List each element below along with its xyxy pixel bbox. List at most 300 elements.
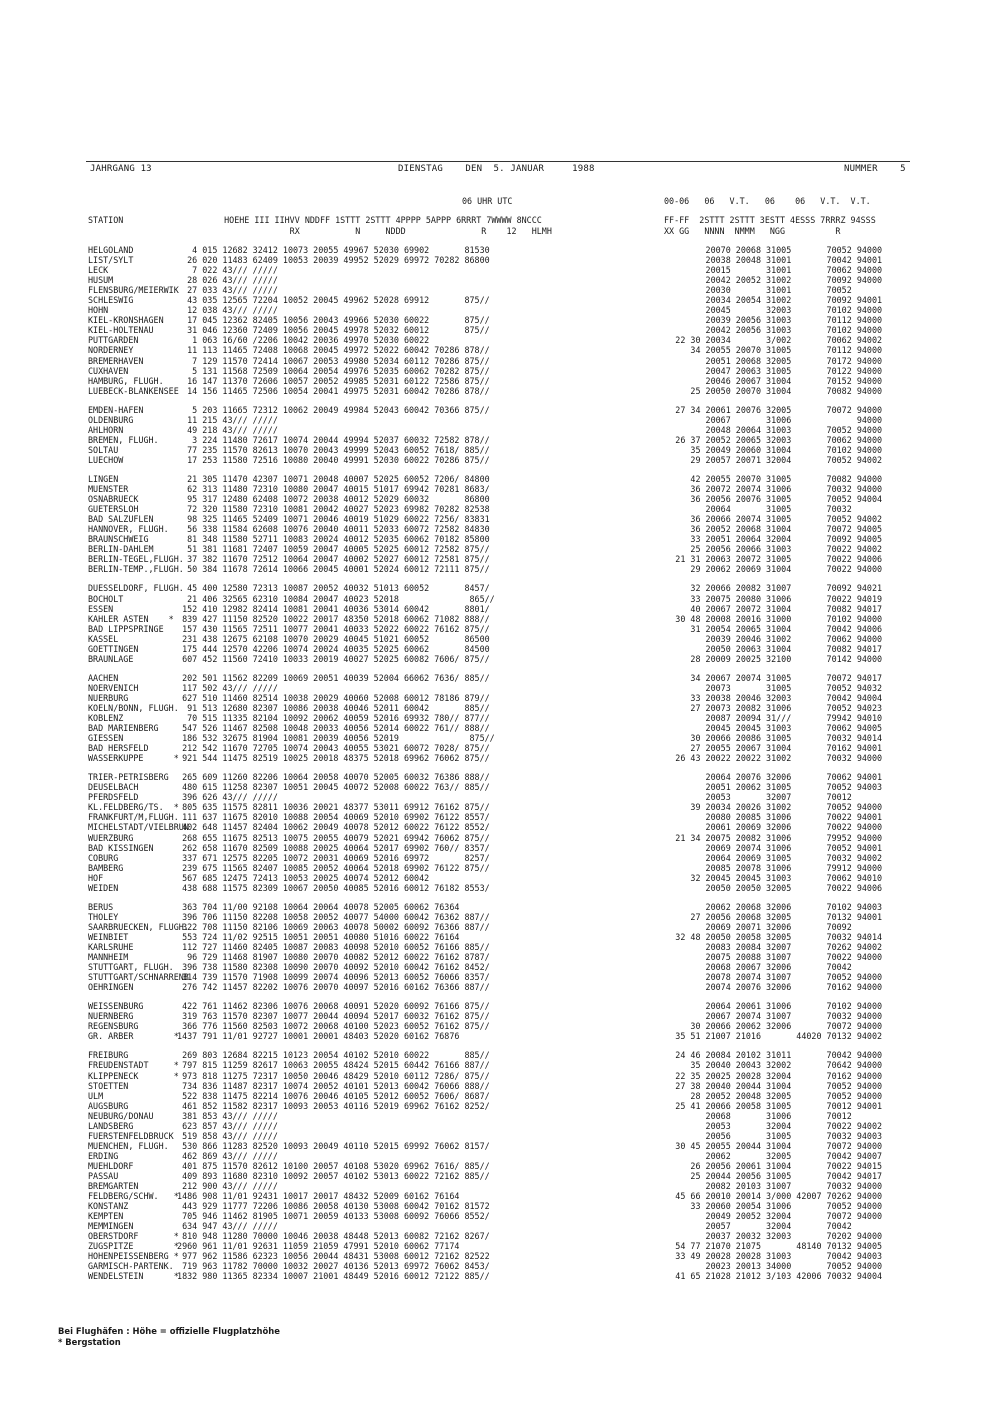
summary-row: 27 20055 20067 31004 70162 94001 (640, 743, 883, 754)
summary-row: 27 34 20061 20076 32005 70072 94000 (640, 404, 883, 415)
synop-row: 553 724 11/02 92515 10051 20051 40080 51016 60022 76164 (172, 931, 460, 942)
station-name: BREMERHAVEN (88, 355, 144, 366)
summary-row: 20064 20076 32006 70062 94001 (640, 772, 883, 783)
station-name: MICHELSTADT/VIELBRUN (88, 822, 189, 833)
synop-row: 1437 791 11/01 92727 10001 20001 48403 52020 60162 76876 (172, 1031, 460, 1042)
summary-row: 20083 20084 32007 70262 94002 (640, 942, 883, 952)
synop-row: 480 615 11258 82307 10051 20045 40072 52008 60022 763// 885// (172, 782, 490, 793)
group-spacer (640, 465, 882, 474)
synop-row: 95 317 12480 62408 10072 20038 40012 52029 60032 86800 (172, 494, 490, 505)
synop-row: 977 962 11586 62323 10056 20044 48431 53008 60012 72162 82522 (172, 1251, 490, 1262)
station-name: KOELN/BONN, FLUGH. (88, 702, 179, 713)
right-column-header-2: XX GG NNNN NMMM NGG R (664, 226, 841, 236)
station-name: BAD HERSFELD (88, 743, 149, 754)
summary-row: 42 20055 20070 31005 70082 94000 (640, 473, 883, 484)
summary-row: 25 41 20066 20058 31005 70012 94001 (640, 1100, 883, 1111)
header-rule (86, 161, 910, 162)
synop-row: 363 704 11/00 92108 10064 20064 40078 52005 60062 76364 (172, 901, 460, 912)
station-name: MUEHLDORF (88, 1160, 134, 1171)
synop-row: 567 685 12475 72413 10053 20025 40074 52012 60042 (172, 872, 430, 883)
station-name: MANNHEIM (88, 952, 129, 963)
synop-row: 17 253 11580 72516 10080 20040 49991 52030 60022 70286 875// (172, 454, 490, 465)
synop-row: 11 113 11465 72408 10068 20045 49972 52022 60042 70286 878// (172, 345, 490, 356)
synop-row: 401 875 11570 82612 10100 20057 40108 53020 69962 7616/ 885// (172, 1160, 490, 1171)
synop-row: 5 203 11665 72312 10062 20049 49984 52043 60042 70366 875// (172, 404, 490, 415)
station-name: PFERDSFELD (88, 792, 139, 803)
group-spacer (640, 664, 882, 673)
synop-row: 3 224 11480 72617 10074 20044 49994 52037 60032 72582 878// (172, 434, 490, 445)
station-name: BERLIN-DAHLEM (88, 544, 154, 555)
synop-row: 607 452 11560 72410 10033 20019 40027 52025 60082 7606/ 875// (172, 653, 490, 664)
station-name: HAMBURG, FLUGH. (88, 375, 164, 386)
synop-row: 322 708 11150 82106 10069 20063 40078 50002 60092 76366 887// (172, 921, 490, 932)
group-spacer (172, 396, 495, 405)
synop-row: 366 776 11560 82503 10072 20068 40100 52023 60052 76162 875// (172, 1021, 490, 1032)
station-name: WUERZBURG (88, 832, 134, 843)
synop-row: 186 532 32675 81904 10081 20039 40056 52019 875// (172, 733, 495, 744)
summary-row: 20087 20094 31/// 79942 94010 (640, 713, 883, 724)
synop-row: 519 858 43/// ///// (172, 1130, 278, 1141)
synop-row: 4 015 12682 32412 10073 20055 49967 52030 69902 81530 (172, 245, 490, 255)
synop-row: 72 320 11580 72310 10081 20042 40027 52023 69982 70282 82538 (172, 504, 490, 515)
station-name: FRANKFURT/M,FLUGH. (88, 812, 179, 823)
summary-row: 20064 20069 31005 70032 94002 (640, 852, 883, 863)
summary-row: 20067 20074 31007 70032 94000 (640, 1011, 883, 1022)
synop-row: 443 929 11777 72206 10086 20058 40130 53008 60042 70162 81572 (172, 1201, 490, 1212)
station-name: BREMEN, FLUGH. (88, 434, 159, 445)
right-column-header-0: 00-06 06 V.T. 06 06 V.T. V.T. (664, 196, 871, 206)
station-name: KIEL-KRONSHAGEN (88, 315, 164, 326)
synop-row: 16 147 11370 72606 10057 20052 49985 52031 60122 72586 875// (172, 375, 490, 386)
station-name: BAD KISSINGEN (88, 842, 154, 853)
synop-row: 797 815 11259 82617 10063 20055 48424 52015 60442 76166 887// (172, 1060, 490, 1071)
summary-row: 33 20075 20080 31006 70022 94019 (640, 593, 883, 604)
station-name: NOERVENICH (88, 682, 139, 693)
summary-row: 36 20072 20074 31006 70032 94000 (640, 484, 883, 495)
summary-row: 35 20049 20060 31004 70102 94000 (640, 444, 883, 455)
synop-row: 396 626 43/// ///// (172, 792, 278, 803)
summary-row: 45 66 20010 20014 3/000 42007 70262 94000 (640, 1191, 883, 1202)
synop-row: 98 325 11465 52409 10071 20046 40019 51029 60022 7256/ 83831 (172, 514, 490, 525)
summary-row: 32 20045 20045 31003 70062 94010 (640, 872, 883, 883)
synop-row: 839 427 11150 82520 10022 20017 48350 52018 60062 71082 888// (172, 613, 490, 624)
summary-row: 20080 20085 31006 70022 94001 (640, 812, 883, 823)
station-name: BOCHOLT (88, 593, 124, 604)
summary-row: 39 20034 20026 31002 70052 94000 (640, 802, 883, 813)
main-column-header-2: RX N NDDD R 12 HLMH (88, 226, 552, 236)
station-name: OBERSTDORF * (88, 1231, 179, 1242)
station-name: AUGSBURG (88, 1100, 129, 1111)
synop-data-column (172, 245, 495, 1282)
summary-row: 20062 32005 70042 94007 (640, 1150, 883, 1161)
station-name: KL.FELDBERG/TS. * (88, 802, 179, 813)
main-column-header-1: STATION HOEHE III IIHVV NDDFF 1STTT 2STTT 4PPPP 5APPP 6RRRT 7WWWW 8NCCC (88, 215, 542, 225)
synop-row: 70 515 11335 82104 10092 20062 40059 52016 69932 780// 877// (172, 713, 490, 724)
synop-row: 422 761 11462 82306 10076 20068 40091 52020 60092 76166 875// (172, 1001, 490, 1012)
summary-row: 33 20051 20064 32004 70092 94005 (640, 534, 883, 545)
station-name: KAHLER ASTEN * (88, 613, 174, 624)
synop-row: 719 963 11782 70000 10032 20027 40136 52013 69972 76062 8453/ (172, 1261, 490, 1272)
summary-row: 29 20057 20071 32004 70052 94002 (640, 454, 883, 465)
synop-row: 409 893 11680 82310 10092 20057 40102 53013 60022 72162 885// (172, 1170, 490, 1181)
synop-row: 21 406 32565 62310 10084 20047 40023 52018 865// (172, 593, 495, 604)
summary-row: 20074 20076 32006 70162 94000 (640, 982, 883, 993)
synop-row: 461 852 11582 82317 10093 20053 40116 52019 69962 76162 8252/ (172, 1100, 490, 1111)
synop-row: 1486 908 11/01 92431 10017 20017 48432 52009 60162 76164 (172, 1191, 460, 1202)
synop-row: 319 763 11570 82307 10077 20044 40094 52017 60032 76162 875// (172, 1011, 490, 1022)
station-name: KIEL-HOLTENAU (88, 325, 154, 336)
synop-row: 26 020 11483 62409 10053 20039 49952 52029 69972 70282 86800 (172, 255, 490, 266)
synop-row: 175 444 12570 42206 10074 20024 40035 52025 60062 84500 (172, 643, 490, 654)
synop-row: 314 739 11570 71908 10099 20074 40096 52013 60052 76066 8357/ (172, 972, 490, 983)
summary-row: 20050 20050 32005 70022 94006 (640, 882, 883, 893)
group-spacer (172, 1041, 495, 1050)
station-name: BAD SALZUFLEN (88, 514, 154, 525)
synop-row: 37 382 11670 72512 10064 20047 40002 52027 60012 72581 875// (172, 554, 490, 565)
summary-row: 20047 20063 31005 70122 94000 (640, 365, 883, 376)
synop-row: 265 609 11260 82206 10064 20058 40070 52005 60032 76386 888// (172, 772, 490, 783)
synop-row: 212 542 11670 72705 10074 20043 40055 53021 60072 7028/ 875// (172, 743, 490, 754)
station-name: HOHN (88, 305, 109, 316)
obs-time-title: 06 UHR UTC (462, 196, 513, 206)
station-name: AACHEN (88, 672, 119, 683)
summary-row: 20069 20071 32006 70092 (640, 921, 852, 932)
station-name: STUTTGART, FLUGH. (88, 962, 174, 973)
summary-row: 20049 20052 32004 70072 94000 (640, 1211, 883, 1222)
summary-row: 20085 20078 31006 79912 94000 (640, 862, 883, 873)
station-name: KARLSRUHE (88, 942, 134, 952)
station-name: LECK (88, 265, 109, 276)
summary-row: 25 20044 20056 31005 70042 94017 (640, 1170, 883, 1181)
station-name: ZUGSPITZE * (88, 1241, 179, 1252)
synop-row: 805 635 11575 82811 10036 20021 48377 53011 69912 76162 875// (172, 802, 490, 813)
synop-row: 396 706 11150 82208 10058 20052 40077 54000 60042 76362 887// (172, 911, 490, 922)
station-name: REGENSBURG (88, 1021, 139, 1032)
station-name: LIST/SYLT (88, 255, 134, 266)
summary-row: 20039 20056 31003 70112 94000 (640, 315, 883, 326)
date-label: DIENSTAG DEN 5. JANUAR 1988 (398, 164, 595, 174)
summary-row: 35 20040 20043 32002 70642 94000 (640, 1060, 883, 1071)
synop-row: 43 035 12565 72204 10052 20045 49962 52028 69912 875// (172, 295, 490, 306)
synop-row: 2960 961 11/01 92631 11059 21059 47991 52010 60062 77174 (172, 1241, 460, 1252)
group-spacer (172, 465, 495, 474)
summary-row: 26 20056 20061 31004 70022 94015 (640, 1160, 883, 1171)
station-name: SCHLESWIG (88, 295, 134, 306)
group-spacer (640, 763, 882, 772)
summary-row: 34 20055 20070 31005 70112 94000 (640, 345, 883, 356)
station-name: BERUS (88, 901, 114, 912)
synop-row: 627 510 11460 82514 10038 20029 40060 52008 60012 78186 879// (172, 692, 490, 703)
station-name: PASSAU (88, 1170, 119, 1181)
group-spacer (640, 396, 882, 405)
synop-row: 1 063 16/60 /2206 10042 20036 49970 52030 60022 (172, 335, 430, 346)
summary-row: 25 20050 20070 31004 70082 94000 (640, 385, 883, 396)
year-label: JAHRGANG 13 (90, 164, 152, 174)
synop-row: 62 313 11480 72310 10080 20047 40015 51017 69942 70281 8683/ (172, 484, 490, 495)
station-name: STOETTEN (88, 1080, 129, 1091)
station-name: SOLTAU (88, 444, 119, 455)
station-name: LUEBECK-BLANKENSEE (88, 385, 179, 396)
station-name: THOLEY (88, 911, 119, 922)
summary-row: 30 45 20055 20044 31004 70072 94000 (640, 1140, 883, 1151)
synop-row: 402 648 11457 82404 10062 20049 40078 52012 60022 76122 8552/ (172, 822, 490, 833)
summary-row: 34 20067 20074 31005 70072 94017 (640, 672, 883, 683)
station-name: KEMPTEN (88, 1211, 124, 1222)
station-name: KLIPPENECK * (88, 1070, 179, 1081)
summary-row: 20064 31005 70032 (640, 504, 852, 515)
station-name: MEMMINGEN (88, 1221, 134, 1232)
station-name: HANNOVER, FLUGH. (88, 524, 169, 535)
station-name: KOBLENZ (88, 713, 124, 724)
summary-row: 20070 20068 31005 70052 94000 (640, 245, 883, 255)
summary-row: 20048 20064 31003 70052 94000 (640, 424, 883, 435)
synop-row: 634 947 43/// ///// (172, 1221, 278, 1232)
station-name: OLDENBURG (88, 414, 134, 425)
summary-row: 22 35 20025 20028 32004 70162 94000 (640, 1070, 883, 1081)
station-name: LUECHOW (88, 454, 124, 465)
station-name: NUERNBERG (88, 1011, 134, 1022)
synop-row: 337 671 12575 82205 10072 20031 40069 52016 69972 8257/ (172, 852, 490, 863)
station-name: FLENSBURG/MEIERWIK (88, 285, 179, 296)
station-name: BERLIN-TEGEL,FLUGH. (88, 554, 184, 565)
right-column-header-1: FF-FF 2STTT 2STTT 3ESTT 4ESSS 7RRRZ 94SSS (664, 215, 876, 225)
summary-row: 20073 31005 70052 94032 (640, 682, 883, 693)
summary-row: 20023 20013 34000 70052 94000 (640, 1261, 883, 1272)
station-name: NORDERNEY (88, 345, 134, 356)
station-name: ERDING (88, 1150, 119, 1161)
synop-row: 262 658 11670 82509 10088 20025 40064 52017 69902 760// 8357/ (172, 842, 490, 853)
summary-row: 20064 20061 31006 70102 94000 (640, 1001, 883, 1012)
synop-row: 31 046 12360 72409 10056 20045 49978 52032 60012 875// (172, 325, 490, 336)
summary-row: 27 20056 20068 32005 70132 94001 (640, 911, 883, 922)
synop-row: 530 866 11283 82520 10093 20049 40110 52015 69992 76062 8157/ (172, 1140, 490, 1151)
summary-row: 20075 20088 31007 70022 94000 (640, 952, 883, 963)
summary-row: 36 20056 20076 31005 70052 94004 (640, 494, 883, 505)
station-name: BAMBERG (88, 862, 124, 873)
station-name: DEUSELBACH (88, 782, 139, 793)
station-name: WENDELSTEIN * (88, 1271, 179, 1282)
station-name: GR. ARBER * (88, 1031, 179, 1042)
station-name: ULM (88, 1090, 104, 1101)
station-name: LANDSBERG (88, 1120, 134, 1131)
summary-row: 26 43 20022 20022 31002 70032 94000 (640, 753, 883, 764)
synop-row: 547 526 11467 82508 10048 20033 40056 52014 60022 761// 888// (172, 723, 490, 734)
summary-row: 33 20038 20046 32003 70042 94004 (640, 692, 883, 703)
synop-row: 212 900 43/// ///// (172, 1181, 278, 1192)
synop-row: 117 502 43/// ///// (172, 682, 278, 693)
station-name: BERLIN-TEMP.,FLUGH. (88, 564, 184, 575)
synop-row: 49 218 43/// ///// (172, 424, 278, 435)
synop-row: 810 948 11280 70000 10046 20038 48448 52013 60082 72162 8267/ (172, 1231, 490, 1242)
footnote-mountain-station: * Bergstation (58, 1337, 121, 1347)
station-name: FELDBERG/SCHW. * (88, 1191, 179, 1202)
summary-row: 20050 20063 31004 70082 94017 (640, 643, 883, 654)
group-spacer (640, 574, 882, 583)
summary-row: 20053 32004 70022 94002 (640, 1120, 883, 1131)
synop-row: 269 803 12684 82215 10123 20054 40102 52010 60022 885// (172, 1050, 490, 1061)
daily-summary-column (640, 245, 882, 1282)
summary-row: 20056 31005 70032 94003 (640, 1130, 883, 1141)
station-name: EMDEN-HAFEN (88, 404, 144, 415)
station-name: SAARBRUECKEN, FLUGH. (88, 921, 189, 932)
synop-row: 11 215 43/// ///// (172, 414, 278, 425)
station-name: WASSERKUPPE * (88, 753, 179, 764)
summary-row: 27 38 20040 20044 31004 70052 94000 (640, 1080, 883, 1091)
summary-row: 20030 31001 70052 (640, 285, 852, 296)
synop-row: 734 836 11487 82317 10074 20052 40101 52013 60042 76066 888// (172, 1080, 490, 1091)
synop-row: 268 655 11675 82513 10075 20055 40079 52021 69942 76062 875// (172, 832, 490, 843)
summary-row: 26 37 20052 20065 32003 70062 94000 (640, 434, 883, 445)
summary-row: 20015 31001 70062 94000 (640, 265, 883, 276)
group-spacer (172, 664, 495, 673)
synop-row: 438 688 11575 82309 10067 20050 40085 52016 60012 76182 8553/ (172, 882, 490, 893)
station-name: KONSTANZ (88, 1201, 129, 1212)
station-name: BAD MARIENBERG (88, 723, 159, 734)
station-name: BAD LIPPSPRINGE (88, 623, 164, 634)
station-name: HOF (88, 872, 104, 883)
summary-row: 20038 20048 31001 70042 94001 (640, 255, 883, 266)
summary-row: 20078 20074 31007 70052 94000 (640, 972, 883, 983)
station-name: TRIER-PETRISBERG (88, 772, 169, 783)
synop-row: 1832 980 11365 82334 10007 21001 48449 52016 60012 72122 885// (172, 1271, 490, 1282)
summary-row: 40 20067 20072 31004 70082 94017 (640, 603, 883, 614)
synop-row: 17 045 12362 82405 10056 20043 49966 52030 60022 875// (172, 315, 490, 326)
synop-row: 276 742 11457 82202 10076 20070 40097 52016 60162 76366 887// (172, 982, 490, 993)
summary-row: 20045 32003 70102 94000 (640, 305, 883, 316)
synop-row: 96 729 11468 81907 10080 20070 40082 52012 60022 76162 8787/ (172, 952, 490, 963)
synop-row: 396 738 11580 82308 10090 20070 40092 52010 60042 76162 8452/ (172, 962, 490, 973)
station-name: BRAUNSCHWEIG (88, 534, 149, 545)
station-name: OSNABRUECK (88, 494, 139, 505)
synop-row: 12 038 43/// ///// (172, 305, 278, 316)
station-name: HUSUM (88, 275, 114, 286)
summary-row: 28 20009 20025 32100 70142 94000 (640, 653, 883, 664)
synop-row: 623 857 43/// ///// (172, 1120, 278, 1131)
group-spacer (172, 893, 495, 902)
group-spacer (640, 893, 882, 902)
group-spacer (172, 992, 495, 1001)
summary-row: 20069 20074 31006 70052 94001 (640, 842, 883, 853)
summary-row: 32 48 20050 20058 32005 70032 94014 (640, 931, 883, 942)
issue-number: NUMMER 5 (844, 164, 906, 174)
summary-row: 20067 31006 94000 (640, 414, 883, 425)
station-name: AHLHORN (88, 424, 124, 435)
station-name: GOETTINGEN (88, 643, 139, 654)
synop-row: 14 156 11465 72506 10054 20041 49975 52031 60042 70286 878// (172, 385, 490, 396)
summary-row: 30 20066 20062 32006 70072 94000 (640, 1021, 883, 1032)
summary-row: 20068 31006 70012 (640, 1110, 852, 1121)
synop-row: 81 348 11580 52711 10083 20024 40012 52035 60062 70182 85800 (172, 534, 490, 545)
summary-row: 20082 20103 31007 70032 94000 (640, 1181, 883, 1192)
summary-row: 20057 32004 70042 (640, 1221, 852, 1232)
station-name: BREMGARTEN (88, 1181, 139, 1192)
summary-row: 20051 20062 31005 70052 94003 (640, 782, 883, 793)
summary-row: 36 20066 20074 31005 70052 94002 (640, 514, 883, 525)
station-name: ESSEN (88, 603, 114, 614)
station-name: NEUBURG/DONAU (88, 1110, 154, 1121)
synop-row: 202 501 11562 82209 10069 20051 40039 52004 66062 7636/ 885// (172, 672, 490, 683)
synop-row: 705 946 11462 81905 10071 20059 40133 53008 60092 76066 8552/ (172, 1211, 490, 1222)
station-name: MUENCHEN, FLUGH. (88, 1140, 169, 1151)
summary-row: 27 20073 20082 31006 70052 94023 (640, 702, 883, 713)
synop-row: 462 869 43/// ///// (172, 1150, 278, 1161)
synop-row: 77 235 11570 82613 10070 20043 49999 52043 60052 7618/ 885// (172, 444, 490, 455)
summary-row: 33 20060 20054 31006 70052 94000 (640, 1201, 883, 1212)
summary-row: 25 20056 20066 31003 70022 94002 (640, 544, 883, 555)
group-spacer (172, 574, 495, 583)
synop-row: 28 026 43/// ///// (172, 275, 278, 286)
synop-row: 50 384 11678 72614 10066 20045 40001 52024 60012 72111 875// (172, 564, 490, 575)
synop-row: 111 637 11675 82010 10088 20054 40069 52010 69902 76122 8557/ (172, 812, 490, 823)
summary-row: 29 20062 20069 31004 70022 94000 (640, 564, 883, 575)
synop-row: 381 853 43/// ///// (172, 1110, 278, 1121)
summary-row: 41 65 21028 21012 3/103 42006 70032 94004 (640, 1271, 883, 1282)
synop-row: 91 513 12680 82307 10086 20038 40046 52011 60042 885// (172, 702, 490, 713)
footnote-airport-height: Bei Flughäfen : Höhe = offizielle Flugplatzhöhe (58, 1326, 280, 1336)
station-name: BRAUNLAGE (88, 653, 134, 664)
summary-row: 32 20066 20082 31007 70092 94021 (640, 583, 883, 594)
station-name: PUTTGARDEN (88, 335, 139, 346)
group-spacer (640, 992, 882, 1001)
station-name: GIESSEN (88, 733, 124, 744)
station-name: FREUDENSTADT * (88, 1060, 179, 1071)
station-name: NUERBURG (88, 692, 129, 703)
station-name: FUERSTENFELDBRUCK (88, 1130, 174, 1141)
synop-row: 7 129 11570 72414 10067 20053 49980 52034 60112 70286 875// (172, 355, 490, 366)
synop-row: 921 544 11475 82519 10025 20018 48375 52018 69962 76062 875// (172, 753, 490, 764)
station-name: STUTTGART/SCHNARRENB (88, 972, 189, 983)
summary-row: 20045 20045 31003 70062 94005 (640, 723, 883, 734)
station-name: WEINBIET (88, 931, 129, 942)
synop-row: 7 022 43/// ///// (172, 265, 278, 276)
group-spacer (640, 1041, 882, 1050)
summary-row: 20053 32007 70012 (640, 792, 852, 803)
summary-row: 20037 20032 32003 70202 94000 (640, 1231, 883, 1242)
station-name: FREIBURG (88, 1050, 129, 1061)
summary-row: 31 20054 20065 31004 70042 94006 (640, 623, 883, 634)
synop-row: 973 818 11275 72317 10050 20046 48429 52010 60112 7286/ 875// (172, 1070, 490, 1081)
station-name: GUETERSLOH (88, 504, 139, 515)
summary-row: 28 20052 20048 32005 70052 94000 (640, 1090, 883, 1101)
summary-row: 20051 20068 32005 70172 94000 (640, 355, 883, 366)
summary-row: 20042 20056 31003 70102 94000 (640, 325, 883, 336)
station-name: DUESSELDORF, FLUGH. (88, 583, 184, 594)
station-name: CUXHAVEN (88, 365, 129, 376)
summary-row: 20068 20067 32006 70042 (640, 962, 852, 973)
station-name: WEIDEN (88, 882, 119, 893)
summary-row: 21 31 20063 20072 31005 70022 94006 (640, 554, 883, 565)
synop-row: 152 410 12982 82414 10081 20041 40036 53014 60042 8801/ (172, 603, 490, 614)
synop-row: 5 131 11568 72509 10064 20054 49976 52035 60062 70282 875// (172, 365, 490, 376)
group-spacer (172, 763, 495, 772)
summary-row: 35 51 21007 21016 44020 70132 94002 (640, 1031, 883, 1042)
synop-row: 21 305 11470 42307 10071 20048 40007 52025 60052 7206/ 84800 (172, 473, 490, 484)
summary-row: 21 34 20075 20082 31006 79952 94000 (640, 832, 883, 843)
summary-row: 30 20066 20086 31005 70032 94014 (640, 733, 883, 744)
summary-row: 24 46 20084 20102 31011 70042 94000 (640, 1050, 883, 1061)
synop-row: 112 727 11460 82405 10087 20083 40098 52010 60052 76166 885// (172, 942, 490, 952)
synop-row: 45 400 12580 72313 10087 20052 40032 51013 60052 8457/ (172, 583, 490, 594)
summary-row: 30 48 20008 20016 31000 70102 94000 (640, 613, 883, 624)
summary-row: 20034 20054 31002 70092 94001 (640, 295, 883, 306)
summary-row: 20042 20052 31002 70092 94000 (640, 275, 883, 286)
synop-row: 56 338 11584 62608 10076 20040 40011 52033 60072 72582 84830 (172, 524, 490, 535)
synop-row: 51 381 11681 72407 10059 20047 40005 52025 60012 72582 875// (172, 544, 490, 555)
station-name: LINGEN (88, 473, 119, 484)
summary-row: 20061 20069 32006 70022 94000 (640, 822, 883, 833)
summary-row: 20062 20068 32006 70102 94003 (640, 901, 883, 912)
station-name: MUENSTER (88, 484, 129, 495)
